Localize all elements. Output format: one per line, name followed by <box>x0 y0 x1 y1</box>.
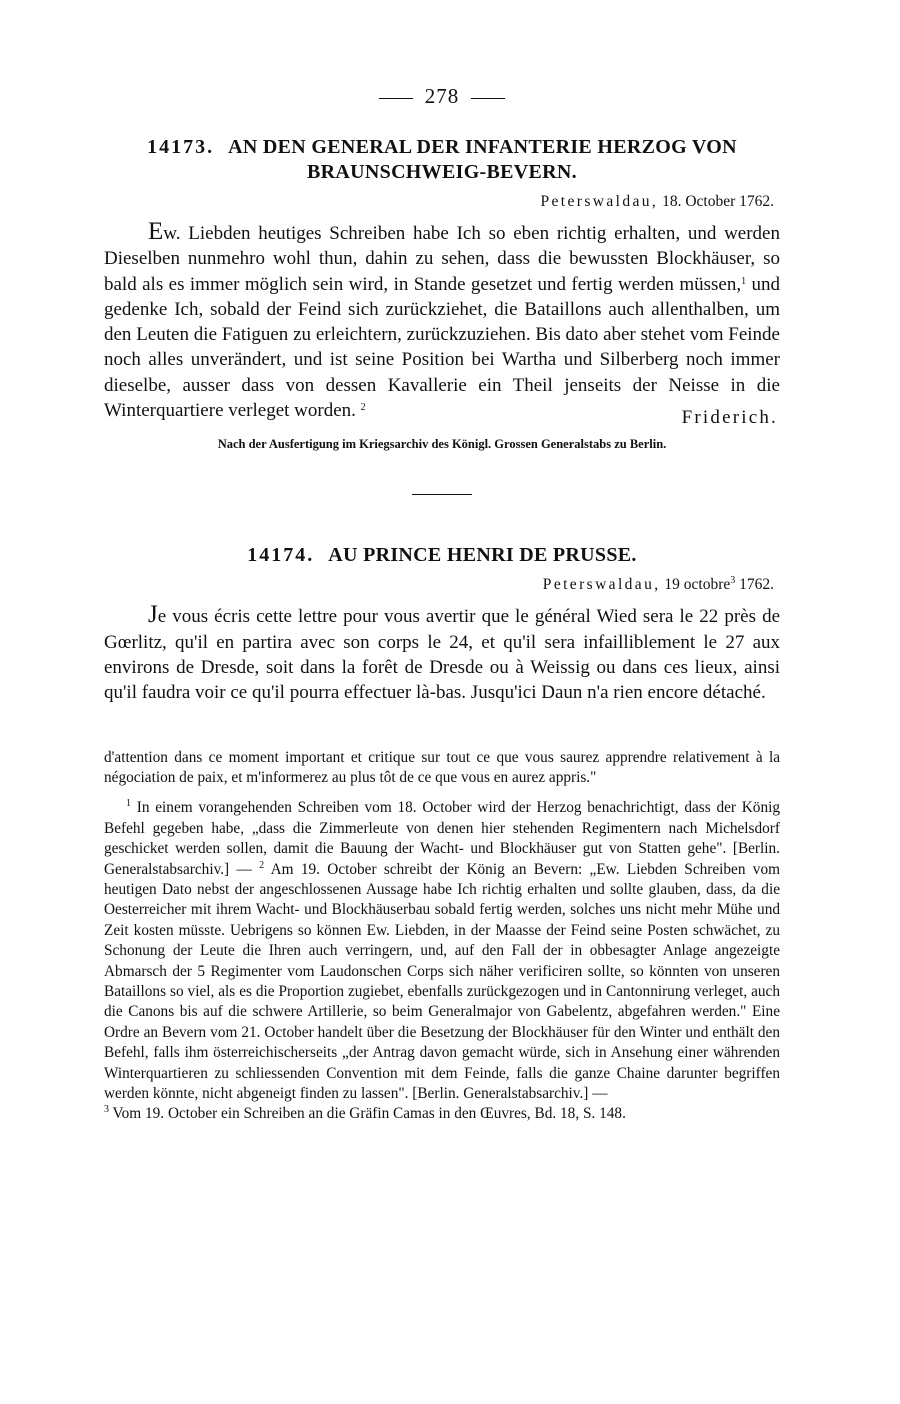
letter-number: 14173. <box>147 136 215 158</box>
footnote-3-text: Vom 19. October ein Schreiben an die Gräfin Camas in den Œuvres, Bd. 18, S. 148. <box>109 1105 626 1123</box>
letter-body <box>104 219 780 423</box>
letter-body-part-2: und gedenke Ich, sobald der Feind sich zurückziehet, die Bataillons auch allenthalben, um den Leuten die Fatiguen zu erleichtern, zurückzuziehen. Bis dato aber stehet vom Feinde noch alles unverändert, und ist seine Position bei Wartha und Silberberg noch immer dieselbe, ausser dass von dessen Kavallerie ein Theil jenseits der Neisse in die Winterquartiere verleget worden. <box>104 273 780 422</box>
footnote-1-2 <box>104 798 780 1125</box>
letter-dateline <box>104 576 774 594</box>
letter-number: 14174. <box>247 544 315 567</box>
footnote-ref: 1 <box>741 275 747 287</box>
footnote-ref: 2 <box>360 402 366 414</box>
footnote-2-text: Am 19. October schreibt der König an Bevern: „Ew. Liebden Schreiben vom heutigen Dato nebst der angeschlossenen Aussage habe Ich richtig erhalten und sollte glauben, dass, da die Oesterreicher mit ihrem Wacht- und Blockhäuserbau sobald fertig werden, solches uns nicht mehr Mühe und Zeit kosten müsste. Uebrigens so können Ew. Liebden, in der Maasse der Feind seine Posten schwächet, zu Schonung der Leute die Ihren auch verringern, und, auf den Fall der in obbesagter Anlage angezeigte Abmarsch der 5 Regimenter vom Laudonschen Corps sich näher verificiren sollte, so könnten von unseren Bataillons so viel, als es die Proportion zugiebet, ebenfalls zurückgezogen und in Cantonnirung verleget, auch die Canons bis auf die schwere Artillerie, so beim Generalmajor von Gabelentz, abgefahren werden." Eine Ordre an Bevern vom 21. October handelt über die Besetzung der Blockhäuser für den Winter und enthält den Befehl, falls ihm österreichischerseits „der Antrag davon gemacht würde, sich in Ansehung einer währenden Winterquartieren zu schliessenden Convention mit dem Feinde, falls die ganze Chaine darunter begriffen werden könnte, nicht abgeneigt finden zu lassen". [Berlin. Generalstabsarchiv.] — <box>104 860 780 1103</box>
letter-heading <box>104 135 780 185</box>
letter-place: Peterswaldau, <box>542 576 661 594</box>
footnote-1-text: In einem vorangehenden Schreiben vom 18. October wird der Herzog benachrichtigt, dass der König Befehl gegeben habe, „dass die Zimmerleute von denen hier stehenden Regimentern nach Michelsdorf geschicket werden sollen, damit die Bauung der Wacht- und Blockhäuser gut von Statten gehe". [Berlin. Generalstabsarchiv.] — <box>104 799 780 878</box>
letter-date-year: 1762. <box>735 576 774 594</box>
letter-signature: Friderich. <box>681 407 778 429</box>
letter-body-part-1: w. Liebden heutiges Schreiben habe Ich so eben richtig erhalten, und werden Dieselben nunmehro wohl thun, dahin zu sehen, dass die bewussten Blockhäuser, so bald als es immer möglich sein wird, in Stande gesetzet und fertig werden müssen, <box>104 223 780 295</box>
footnote-mark: 1 <box>126 798 131 810</box>
letter-14173 <box>104 135 780 452</box>
letter-dateline <box>104 193 774 211</box>
section-separator <box>412 494 472 495</box>
letter-initial: E <box>148 218 164 245</box>
letter-body-text: e vous écris cette lettre pour vous avertir que le général Wied sera le 22 près de Gœrlitz, qu'il en partira avec son corps le 24, et qu'il sera infailliblement le 27 aux environs de Dresde, soit dans la forêt de Dresde ou à Weissig ou dans ces lieux, ainsi qu'il faudra voir ce qu'il pourra effectuer là-bas. Jusqu'ici Daun n'a rien encore détaché. <box>104 606 780 704</box>
page-number-dash-left <box>379 98 413 99</box>
letter-heading <box>104 543 780 568</box>
page-number <box>104 84 780 109</box>
footnote-mark: 2 <box>259 859 265 871</box>
footnote-ref: 3 <box>730 575 736 587</box>
letter-date: 18. October 1762. <box>662 193 774 210</box>
letter-recipient: AN DEN GENERAL DER INFANTERIE HERZOG VON BRAUNSCHWEIG-BEVERN. <box>228 136 737 183</box>
page-number-value: 278 <box>424 84 460 108</box>
letter-body <box>104 602 780 705</box>
letter-place: Peterswaldau, <box>540 193 659 210</box>
footnote-mark: 3 <box>104 1104 109 1116</box>
letter-date-day: 19 octobre <box>664 576 731 594</box>
footnotes <box>104 748 780 1125</box>
source-note: Nach der Ausfertigung im Kriegsarchiv des Königl. Grossen Generalstabs zu Berlin. <box>217 437 667 452</box>
letter-14174 <box>104 543 780 705</box>
page-number-dash-right <box>471 98 505 99</box>
letter-recipient: AU PRINCE HENRI DE PRUSSE. <box>328 544 637 567</box>
document-page <box>104 84 780 1125</box>
letter-initial: J <box>148 601 158 629</box>
footnote-continuation: d'attention dans ce moment important et critique sur tout ce que vous saurez apprendre relativement à la négociation de paix, et m'informerez au plus tôt de ce que vous en aurez appris." <box>104 748 780 786</box>
